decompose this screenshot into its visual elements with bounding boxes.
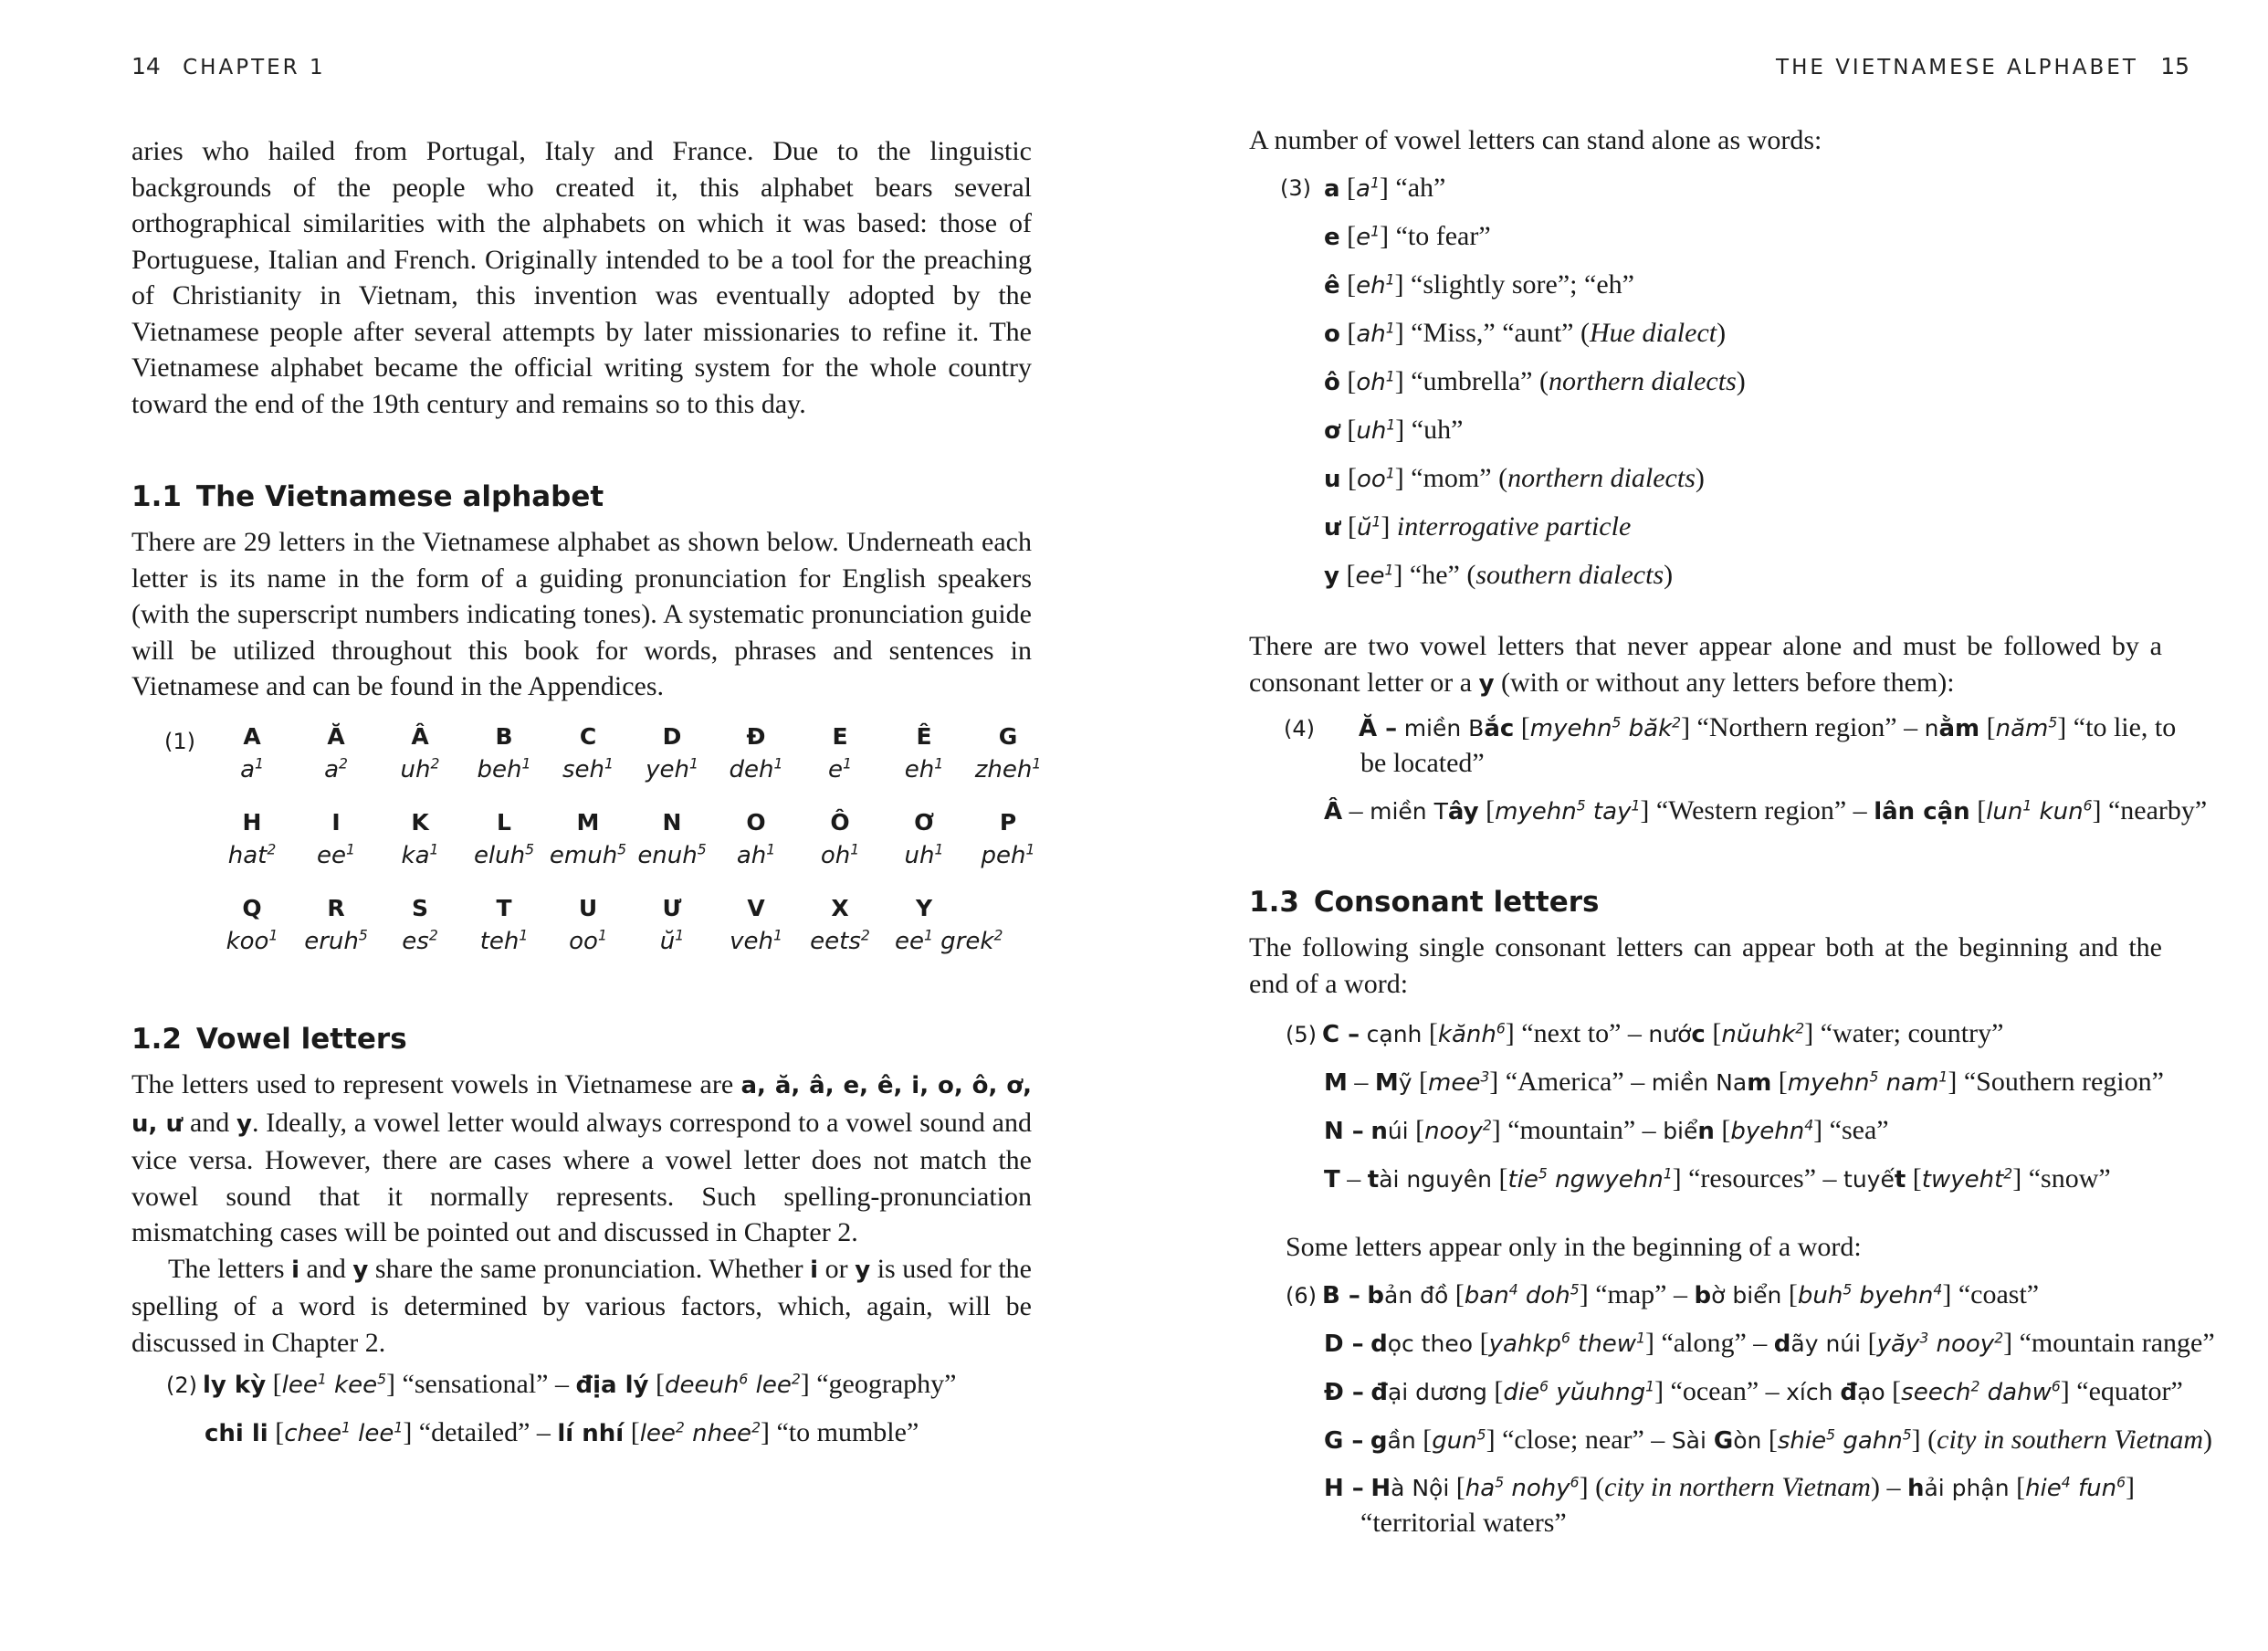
letter-name: $a^2$ xyxy=(324,755,348,783)
section-1-3-heading: 1.3 Consonant letters xyxy=(1249,886,1600,919)
alphabet-cell xyxy=(966,809,1050,869)
alphabet-letter: Y xyxy=(915,895,933,921)
letter-name: $ah^1$ xyxy=(736,841,776,869)
letter-name: $ee^1$ xyxy=(317,841,355,869)
alphabet-letter: C xyxy=(579,723,597,750)
letter-name: hat$^2$ xyxy=(227,841,277,869)
alphabet-letter: Ô xyxy=(830,809,850,836)
alphabet-cell xyxy=(378,895,462,955)
example-2-line-1: (2) ly kỳ [lee$^1$ kee$^5$] “sensational” – địa lý [deeuh$^6$ lee$^2$] “geography” xyxy=(166,1369,957,1399)
two-vowels-paragraph: There are two vowel letters that never appear alone and must be followed by a consonant letter or a y (with or without any letters before them): xyxy=(1249,631,2162,698)
letter-name: $oh^1$ xyxy=(820,841,860,869)
chapter-label: CHAPTER 1 xyxy=(183,56,326,79)
alphabet-cell xyxy=(294,723,378,783)
letter-name: seh$^1$ xyxy=(562,755,614,783)
letter-name: yeh$^1$ xyxy=(646,755,698,783)
example-3 xyxy=(1280,164,2199,600)
example-4-line-1: (4) Ă – miền Bắc [myehn$^5$ băk$^2$] “Northern region” – nằm [năm$^5$] “to lie, to be located” xyxy=(1284,712,2177,778)
section-1-1-heading: 1.1 The Vietnamese alphabet xyxy=(131,480,604,513)
example-3-item: y $[ee^1]$ “he” (southern dialects) xyxy=(1324,560,1674,590)
example-number-1: (1) xyxy=(164,729,195,754)
example-3-item: ô $[oh^1]$ “umbrella” (northern dialects) xyxy=(1324,366,1746,396)
alphabet-cell xyxy=(882,809,966,869)
alphabet-cell xyxy=(630,723,714,783)
intro-paragraph: aries who hailed from Portugal, Italy and France. Due to the linguistic backgrounds of the people who created it, this alphabet bears several orthographical similarities with the alphabets on which it was based: those of Portuguese, Italian and French. Originally intended to be a tool for the preaching of Christianity in Vietnam, this invention was eventually adopted by the Vietnamese people after several attempts by later missionaries to refine it. The Vietnamese alphabet became the official writing system for the whole country toward the end of the 19th century and remains so to this day. xyxy=(131,136,1032,419)
alphabet-cell xyxy=(546,809,630,869)
example-3-item: o $[ah^1]$ “Miss,” “aunt” (Hue dialect) xyxy=(1324,318,1727,348)
alphabet-letter: K xyxy=(411,809,429,836)
left-running-head xyxy=(131,53,326,79)
alphabet-letter: I xyxy=(331,809,341,836)
example-3-item: ư $[ŭ^1]$ interrogative particle xyxy=(1324,511,1632,542)
alphabet-letter: B xyxy=(495,723,513,750)
alphabet-letter: X xyxy=(831,895,849,921)
alphabet-cell xyxy=(966,723,1050,783)
alphabet-cell xyxy=(294,809,378,869)
example-3-item: u $[oo^1]$ “mom” (northern dialects) xyxy=(1324,463,1705,493)
page-number-left: 14 xyxy=(131,53,161,79)
alphabet-cell xyxy=(798,895,882,955)
letter-name: $a^1$ xyxy=(240,755,264,783)
example-6-line-3: Đ – đại dương [die$^6$ yŭuhng$^1$] “ocean” – xích đạo [seech$^2$ dahw$^6$] “equator” xyxy=(1324,1376,2183,1406)
alphabet-letter: R xyxy=(327,895,345,921)
letter-name: peh$^1$ xyxy=(981,841,1035,869)
letter-name: zheh$^1$ xyxy=(974,755,1042,783)
letter-name: beh$^1$ xyxy=(477,755,531,783)
vowel-paragraph-1: The letters used to represent vowels in Vietnamese are a, ă, â, e, ê, i, o, ô, ơ, u, ư and y. Ideally, a vowel letter would always correspond to a vowel sound and vice versa. However, there are cases where a vowel letter does not match the vowel sound that it normally represents. Such spelling-pronunciation mismatching cases will be pointed out and discussed in Chapter 2. xyxy=(131,1069,1032,1247)
example-3-item: e $[e^1]$ “to fear” xyxy=(1324,221,1491,251)
alphabet-cell xyxy=(895,895,1050,955)
letter-name: $ee^1$ grek$^2$ xyxy=(895,927,1003,955)
section-label: THE VIETNAMESE ALPHABET xyxy=(1776,56,2138,79)
letter-name: $ka^1$ xyxy=(401,841,439,869)
only-beginning-intro: Some letters appear only in the beginning of a word: xyxy=(1286,1232,1862,1262)
alphabet-letter: Ơ xyxy=(914,809,934,836)
page-number-right: 15 xyxy=(2160,53,2189,79)
letter-name: $ŭ^1$ xyxy=(659,927,685,955)
alphabet-cell xyxy=(462,809,546,869)
alphabet-cell xyxy=(210,809,294,869)
alphabet-letter: G xyxy=(998,723,1018,750)
alphabet-letter: Â xyxy=(411,723,429,750)
example-5 xyxy=(1286,1010,2226,1204)
alphabet-row xyxy=(210,723,1042,796)
example-6-line-5: H – Hà Nội [$ha^5$ nohy$^6$] (city in northern Vietnam) – hải phận [hie$^4$ fun$^6$] “territorial waters” xyxy=(1324,1472,2135,1538)
letter-name: eluh$^5$ xyxy=(473,841,535,869)
letter-name: $uh^2$ xyxy=(400,755,440,783)
section-1-1-paragraph: There are 29 letters in the Vietnamese alphabet as shown below. Underneath each letter is its name in the form of a guiding pronunciation for English speakers (with the superscript numbers indicating tones). A systematic pronunciation guide will be utilized throughout this book for words, phrases and sentences in Vietnamese and can be found in the Appendices. xyxy=(131,527,1032,701)
example-5-line-2: M – Mỹ [mee$^3$] “America” – miền Nam [myehn$^5$ nam$^1$] “Southern region” xyxy=(1324,1067,2164,1097)
example-5-line-1: (5) C – cạnh [kănh$^6$] “next to” – nước [nŭuhk$^2$] “water; country” xyxy=(1286,1018,2004,1048)
letter-name: $eh^1$ xyxy=(904,755,944,783)
alphabet-cell xyxy=(714,723,798,783)
alphabet-letter: Ă xyxy=(327,723,345,750)
alphabet-letter: H xyxy=(242,809,262,836)
alphabet-cell xyxy=(462,723,546,783)
example-4-line-2: Â – miền Tây [myehn$^5$ tay$^1$] “Western region” – lân cận [lun$^1$ kun$^6$] “nearby” xyxy=(1324,795,2208,826)
alphabet-cell xyxy=(210,723,294,783)
alphabet-cell xyxy=(546,895,630,955)
example-number-3: (3) xyxy=(1280,175,1311,201)
example-2-line-2: chi li [chee$^1$ lee$^1$] “detailed” – lí nhí [lee$^2$ nhee$^2$] “to mumble” xyxy=(205,1417,919,1447)
alphabet-letter: Ư xyxy=(662,895,682,921)
alphabet-cell xyxy=(630,809,714,869)
letter-name: teh$^1$ xyxy=(479,927,529,955)
letter-name: $uh^1$ xyxy=(904,841,944,869)
alphabet-letter: N xyxy=(662,809,682,836)
letter-name: eets$^2$ xyxy=(810,927,870,955)
alphabet-cell xyxy=(798,809,882,869)
alphabet-cell xyxy=(714,895,798,955)
letter-name: emuh$^5$ xyxy=(549,841,627,869)
example-5-line-4: T – tài nguyên [tie$^5$ ngwyehn$^1$] “resources” – tuyết [twyeht$^2$] “snow” xyxy=(1324,1163,2111,1194)
letter-name: koo$^1$ xyxy=(226,927,278,955)
letter-name: $e^1$ xyxy=(828,755,852,783)
alphabet-row xyxy=(210,895,1032,968)
alphabet-cell xyxy=(210,895,294,955)
section-1-3-paragraph: The following single consonant letters can appear both at the beginning and the end of a word: xyxy=(1249,932,2162,999)
alphabet-letter: D xyxy=(662,723,682,750)
example-3-item: a $[a^1]$ “ah” xyxy=(1324,173,1446,203)
letter-name: $oo^1$ xyxy=(569,927,607,955)
alphabet-letter: A xyxy=(243,723,261,750)
alphabet-cell xyxy=(294,895,378,955)
letter-name: deh$^1$ xyxy=(729,755,783,783)
alphabet-letter: E xyxy=(832,723,848,750)
example-6 xyxy=(1286,1271,2226,1541)
right-running-head xyxy=(1776,53,2189,79)
letter-name: $es^2$ xyxy=(402,927,438,955)
example-6-line-2: D – dọc theo [yahkp$^6$ thew$^1$] “along” – dãy núi [yăy$^3$ nooy$^2$] “mountain range” xyxy=(1324,1328,2215,1358)
example-3-item: ê $[eh^1]$ “slightly sore”; “eh” xyxy=(1324,269,1634,300)
alphabet-letter: P xyxy=(999,809,1017,836)
alphabet-row xyxy=(210,809,1035,882)
letter-name: eruh$^5$ xyxy=(304,927,368,955)
example-6-line-1: (6) B – bản đồ [ban$^4$ doh$^5$] “map” – bờ biển [buh$^5$ byehn$^4$] “coast” xyxy=(1286,1279,2040,1309)
alphabet-cell xyxy=(882,723,966,783)
alphabet-letter: L xyxy=(497,809,511,836)
letter-name: enuh$^5$ xyxy=(637,841,707,869)
alphabet-cell xyxy=(798,723,882,783)
alphabet-letter: T xyxy=(496,895,512,921)
alphabet-cell xyxy=(378,723,462,783)
vowel-standalone-intro: A number of vowel letters can stand alone as words: xyxy=(1249,125,1822,155)
alphabet-letter: M xyxy=(576,809,600,836)
alphabet-letter: V xyxy=(747,895,765,921)
alphabet-letter: Q xyxy=(242,895,262,921)
vowel-paragraph-2: The letters i and y share the same pronunciation. Whether i or y is used for the spelling of a word is determined by various factors, which, again, will be discussed in Chapter 2. xyxy=(131,1253,1032,1358)
example-5-line-3: N – núi [nooy$^2$] “mountain” – biển [byehn$^4$] “sea” xyxy=(1324,1115,1889,1145)
example-6-line-4: G – gần [gun$^5$] “close; near” – Sài Gòn [shie$^5$ gahn$^5$] (city in southern Vietnam) xyxy=(1324,1425,2213,1455)
alphabet-cell xyxy=(714,809,798,869)
section-1-2-heading: 1.2 Vowel letters xyxy=(131,1023,407,1056)
alphabet-letter: Đ xyxy=(746,723,766,750)
alphabet-cell xyxy=(378,809,462,869)
alphabet-letter: U xyxy=(578,895,598,921)
alphabet-cell xyxy=(462,895,546,955)
alphabet-letter: O xyxy=(746,809,766,836)
example-4 xyxy=(1286,710,2208,829)
alphabet-cell xyxy=(630,895,714,955)
right-page xyxy=(1134,0,2268,1651)
alphabet-cell xyxy=(546,723,630,783)
example-2 xyxy=(166,1361,1043,1457)
section-1-2-body xyxy=(131,1067,1032,1361)
alphabet-letter: S xyxy=(411,895,428,921)
letter-name: veh$^1$ xyxy=(730,927,782,955)
alphabet-letter: Ê xyxy=(916,723,932,750)
example-3-item: ơ $[uh^1]$ “uh” xyxy=(1324,415,1464,445)
